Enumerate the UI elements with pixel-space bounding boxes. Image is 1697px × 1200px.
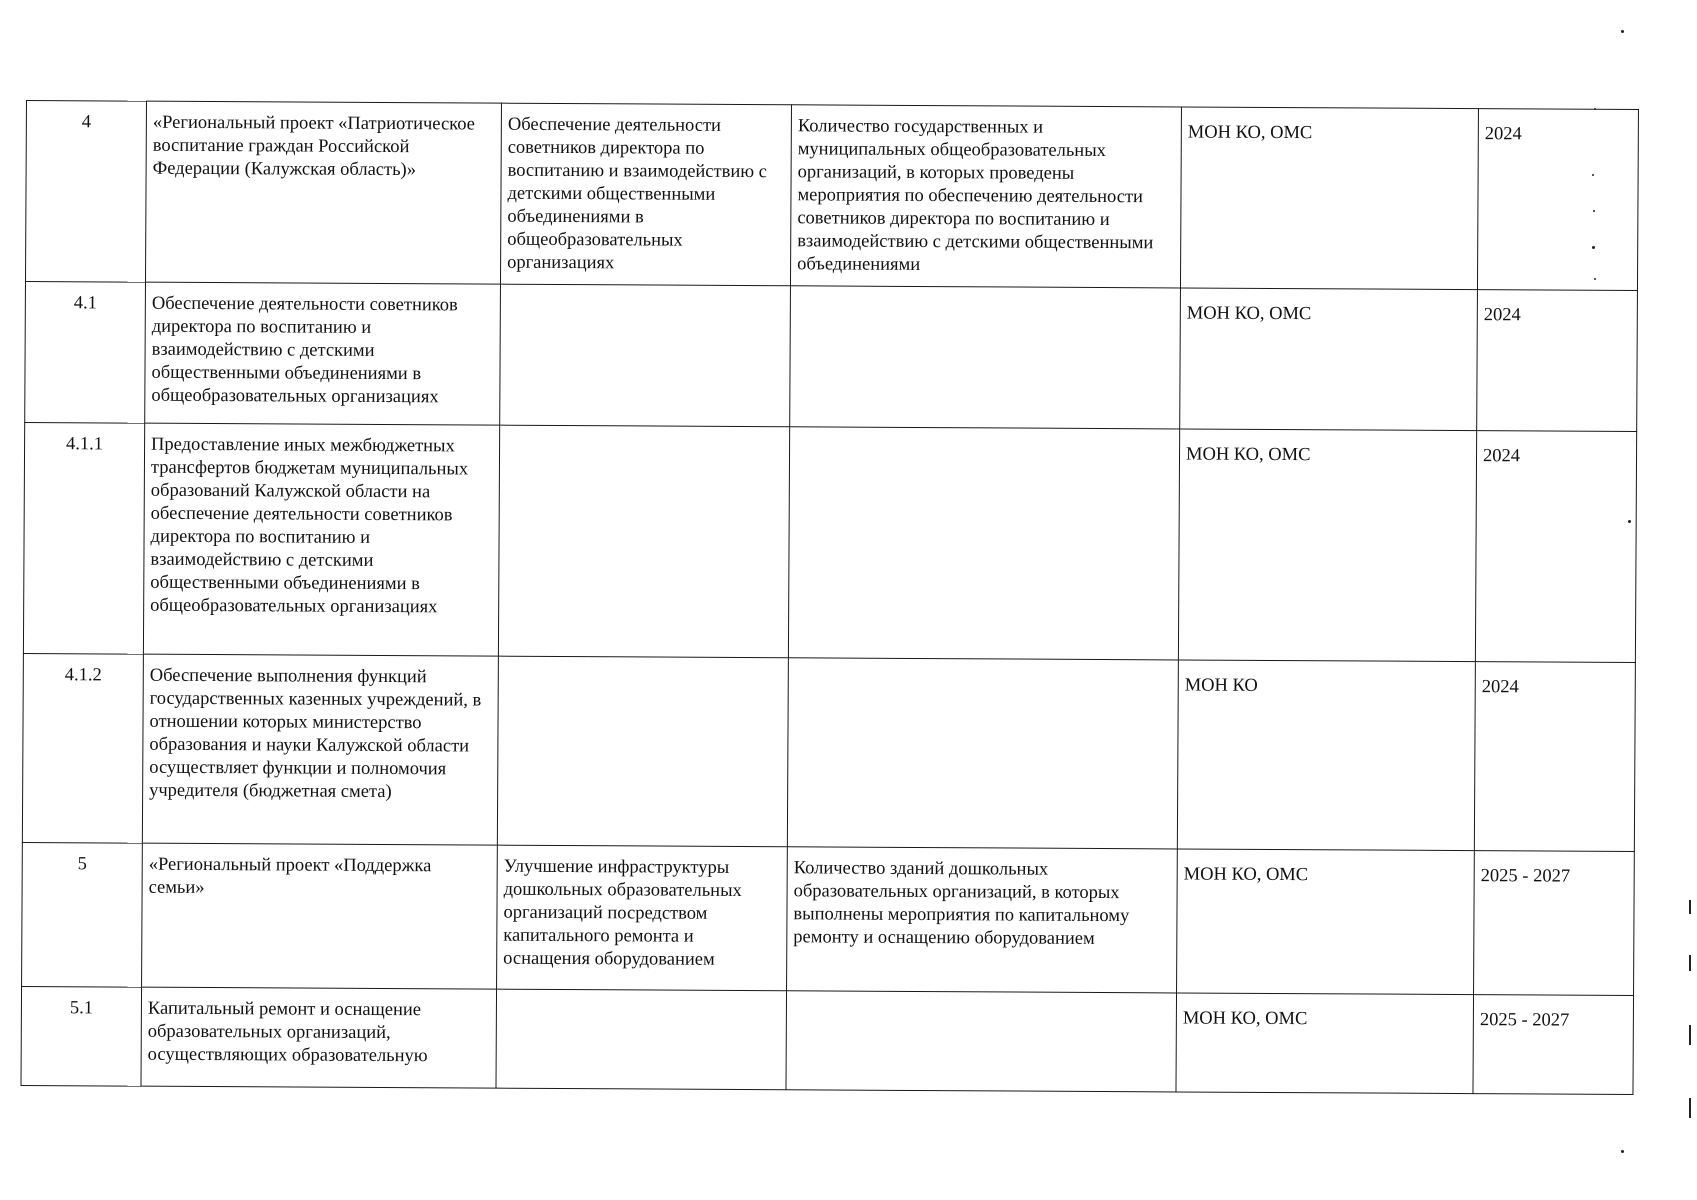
scan-speck <box>1593 210 1595 212</box>
measure-period: 2025 - 2027 <box>1474 851 1635 996</box>
scan-edge-mark <box>1689 1098 1691 1118</box>
measure-indicator: Количество государственных и муниципальных общеобразовательных организаций, в которых проведены мероприятия по обеспечению деятельности советников директора по воспитанию и взаимодействию с детскими общественными объединениями <box>790 105 1181 288</box>
scan-speck <box>1621 30 1624 33</box>
measure-indicator <box>787 658 1178 849</box>
measure-task <box>498 425 789 658</box>
row-number: 4.1 <box>25 281 146 423</box>
measure-name: Обеспечение выполнения функций государственных казенных учреждений, в отношении которых министерство образования и науки Калужской области осуществляет функции и полномочия учредителя (бюджетная смета) <box>142 654 498 845</box>
scan-speck <box>1594 108 1596 110</box>
measure-name: «Региональный проект «Поддержка семьи» <box>142 843 498 989</box>
program-table <box>20 100 1638 1095</box>
scan-speck <box>1628 520 1631 523</box>
measure-task <box>497 656 788 847</box>
scan-edge-mark <box>1689 1025 1691 1045</box>
measure-task <box>496 989 787 1090</box>
table-row <box>23 422 1636 662</box>
measure-executor: МОН КО, ОМС <box>1177 849 1475 995</box>
measure-executor: МОН КО, ОМС <box>1176 993 1474 1094</box>
measure-name: Капитальный ремонт и оснащение образовательных организаций, осуществляющих образовательную <box>141 987 497 1088</box>
scan-speck <box>1621 1150 1624 1153</box>
measure-indicator <box>788 427 1179 660</box>
measure-period: 2024 <box>1475 431 1636 663</box>
measure-executor: МОН КО, ОМС <box>1180 288 1478 431</box>
measure-indicator: Количество зданий дошкольных образовательных организаций, в которых выполнены мероприятия по капитальному ремонту и оснащению оборудованием <box>787 847 1178 993</box>
measure-executor: МОН КО, ОМС <box>1180 107 1478 290</box>
measure-name: Предоставление иных межбюджетных трансфертов бюджетам муниципальных образований Калужской области на обеспечение деятельности советников директора по воспитанию и взаимодействию с детскими общественными объединениями в общеобразовательных организациях <box>143 423 499 656</box>
measure-period: 2024 <box>1474 662 1635 852</box>
scan-speck <box>1592 174 1594 176</box>
measure-period: 2024 <box>1477 290 1638 432</box>
measure-executor: МОН КО <box>1177 660 1475 851</box>
measure-period: 2024 <box>1477 109 1638 291</box>
row-number: 5 <box>22 842 143 987</box>
table-row <box>22 842 1635 995</box>
measure-task <box>500 284 791 427</box>
row-number: 5.1 <box>21 986 142 1086</box>
measure-period: 2025 - 2027 <box>1473 995 1634 1095</box>
scan-speck <box>1594 278 1596 280</box>
scan-edge-mark <box>1689 955 1691 971</box>
row-number: 4.1.2 <box>22 653 143 843</box>
measure-name: «Региональный проект «Патриотическое воспитание граждан Российской Федерации (Калужская область)» <box>145 101 501 284</box>
table-row <box>25 101 1638 291</box>
measure-task: Обеспечение деятельности советников директора по воспитанию и взаимодействию с детскими общественными объединениями в общеобразовательных организациях <box>500 103 791 286</box>
table-row <box>22 653 1635 851</box>
table-row <box>21 986 1634 1094</box>
table-row <box>25 281 1638 431</box>
measure-executor: МОН КО, ОМС <box>1178 429 1476 662</box>
measure-name: Обеспечение деятельности советников директора по воспитанию и взаимодействию с детскими общественными объединениями в общеобразовательных организациях <box>145 282 501 425</box>
row-number: 4.1.1 <box>23 422 144 654</box>
measure-indicator <box>786 991 1177 1092</box>
scan-speck <box>1592 246 1595 249</box>
scan-edge-mark <box>1689 900 1691 914</box>
measure-task: Улучшение инфраструктуры дошкольных образовательных организаций посредством капитального ремонта и оснащения оборудованием <box>497 845 788 991</box>
measure-indicator <box>790 286 1181 429</box>
row-number: 4 <box>25 101 146 283</box>
